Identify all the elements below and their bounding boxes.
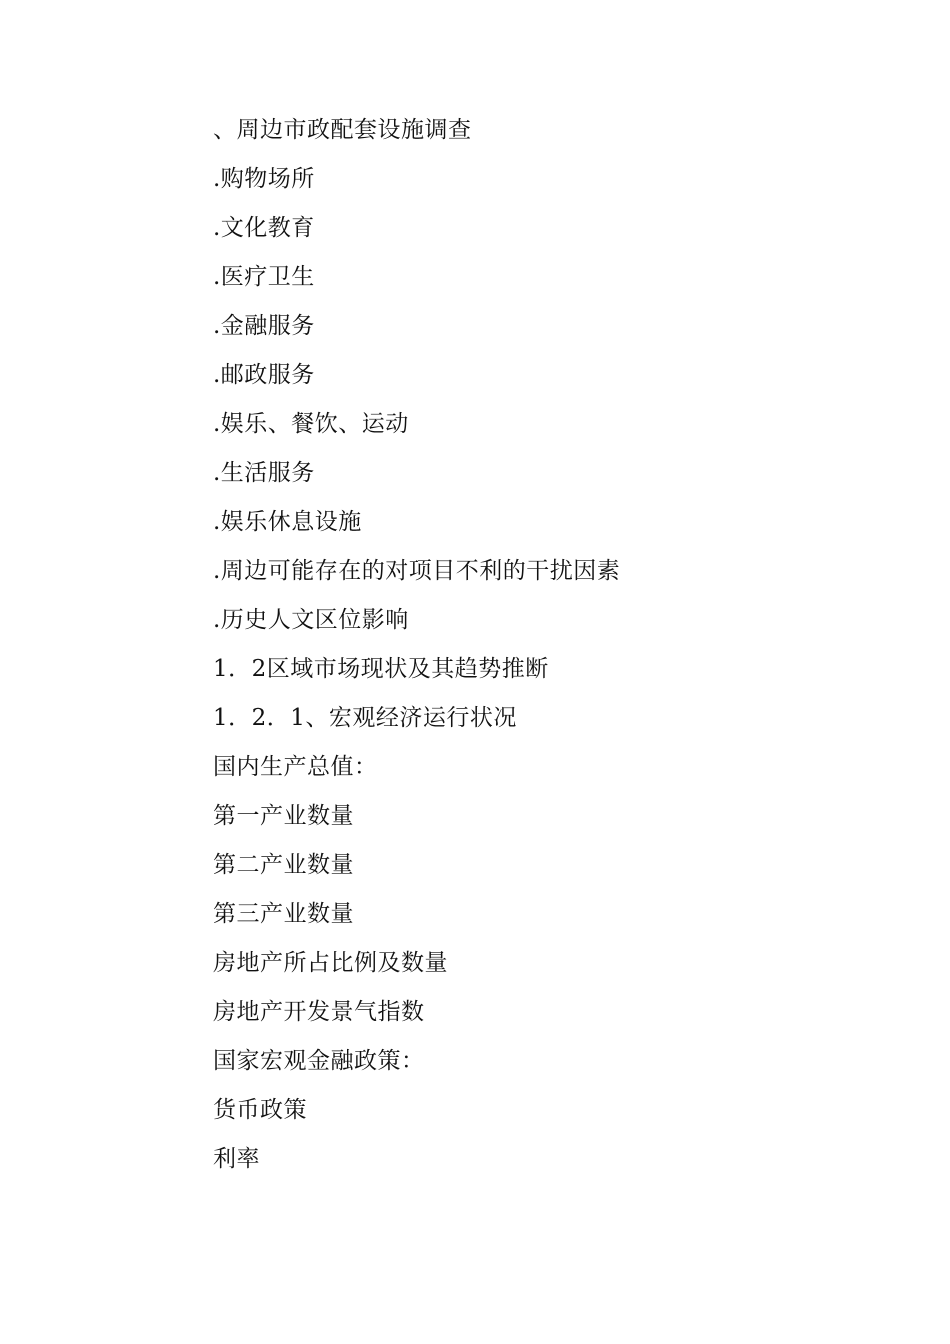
list-item-primary-industry: 第一产业数量 <box>213 803 354 829</box>
section-heading-1-2: 1．2区域市场现状及其趋势推断 <box>213 656 549 682</box>
list-item-culture-education: .文化教育 <box>213 215 315 241</box>
list-item-monetary-policy: 货币政策 <box>213 1097 307 1123</box>
subheading-financial-policy: 国家宏观金融政策： <box>213 1048 425 1074</box>
section-heading-1-2-1: 1．2．1、宏观经济运行状况 <box>213 705 517 731</box>
list-item-adverse-factors: .周边可能存在的对项目不利的干扰因素 <box>213 558 621 584</box>
section-heading-municipal-facilities: 、周边市政配套设施调查 <box>213 117 472 143</box>
list-item-leisure-facilities: .娱乐休息设施 <box>213 509 362 535</box>
list-item-entertainment-dining-sports: .娱乐、餐饮、运动 <box>213 411 409 437</box>
document-body <box>213 110 620 1188</box>
list-item-real-estate-index: 房地产开发景气指数 <box>213 999 425 1025</box>
list-item-financial: .金融服务 <box>213 313 315 339</box>
list-item-medical: .医疗卫生 <box>213 264 315 290</box>
list-item-real-estate-share: 房地产所占比例及数量 <box>213 950 448 976</box>
subheading-gdp: 国内生产总值： <box>213 754 378 780</box>
list-item-interest-rate: 利率 <box>213 1146 260 1172</box>
list-item-historical-cultural: .历史人文区位影响 <box>213 607 409 633</box>
list-item-living-services: .生活服务 <box>213 460 315 486</box>
list-item-tertiary-industry: 第三产业数量 <box>213 901 354 927</box>
list-item-shopping: .购物场所 <box>213 166 315 192</box>
list-item-secondary-industry: 第二产业数量 <box>213 852 354 878</box>
list-item-postal: .邮政服务 <box>213 362 315 388</box>
